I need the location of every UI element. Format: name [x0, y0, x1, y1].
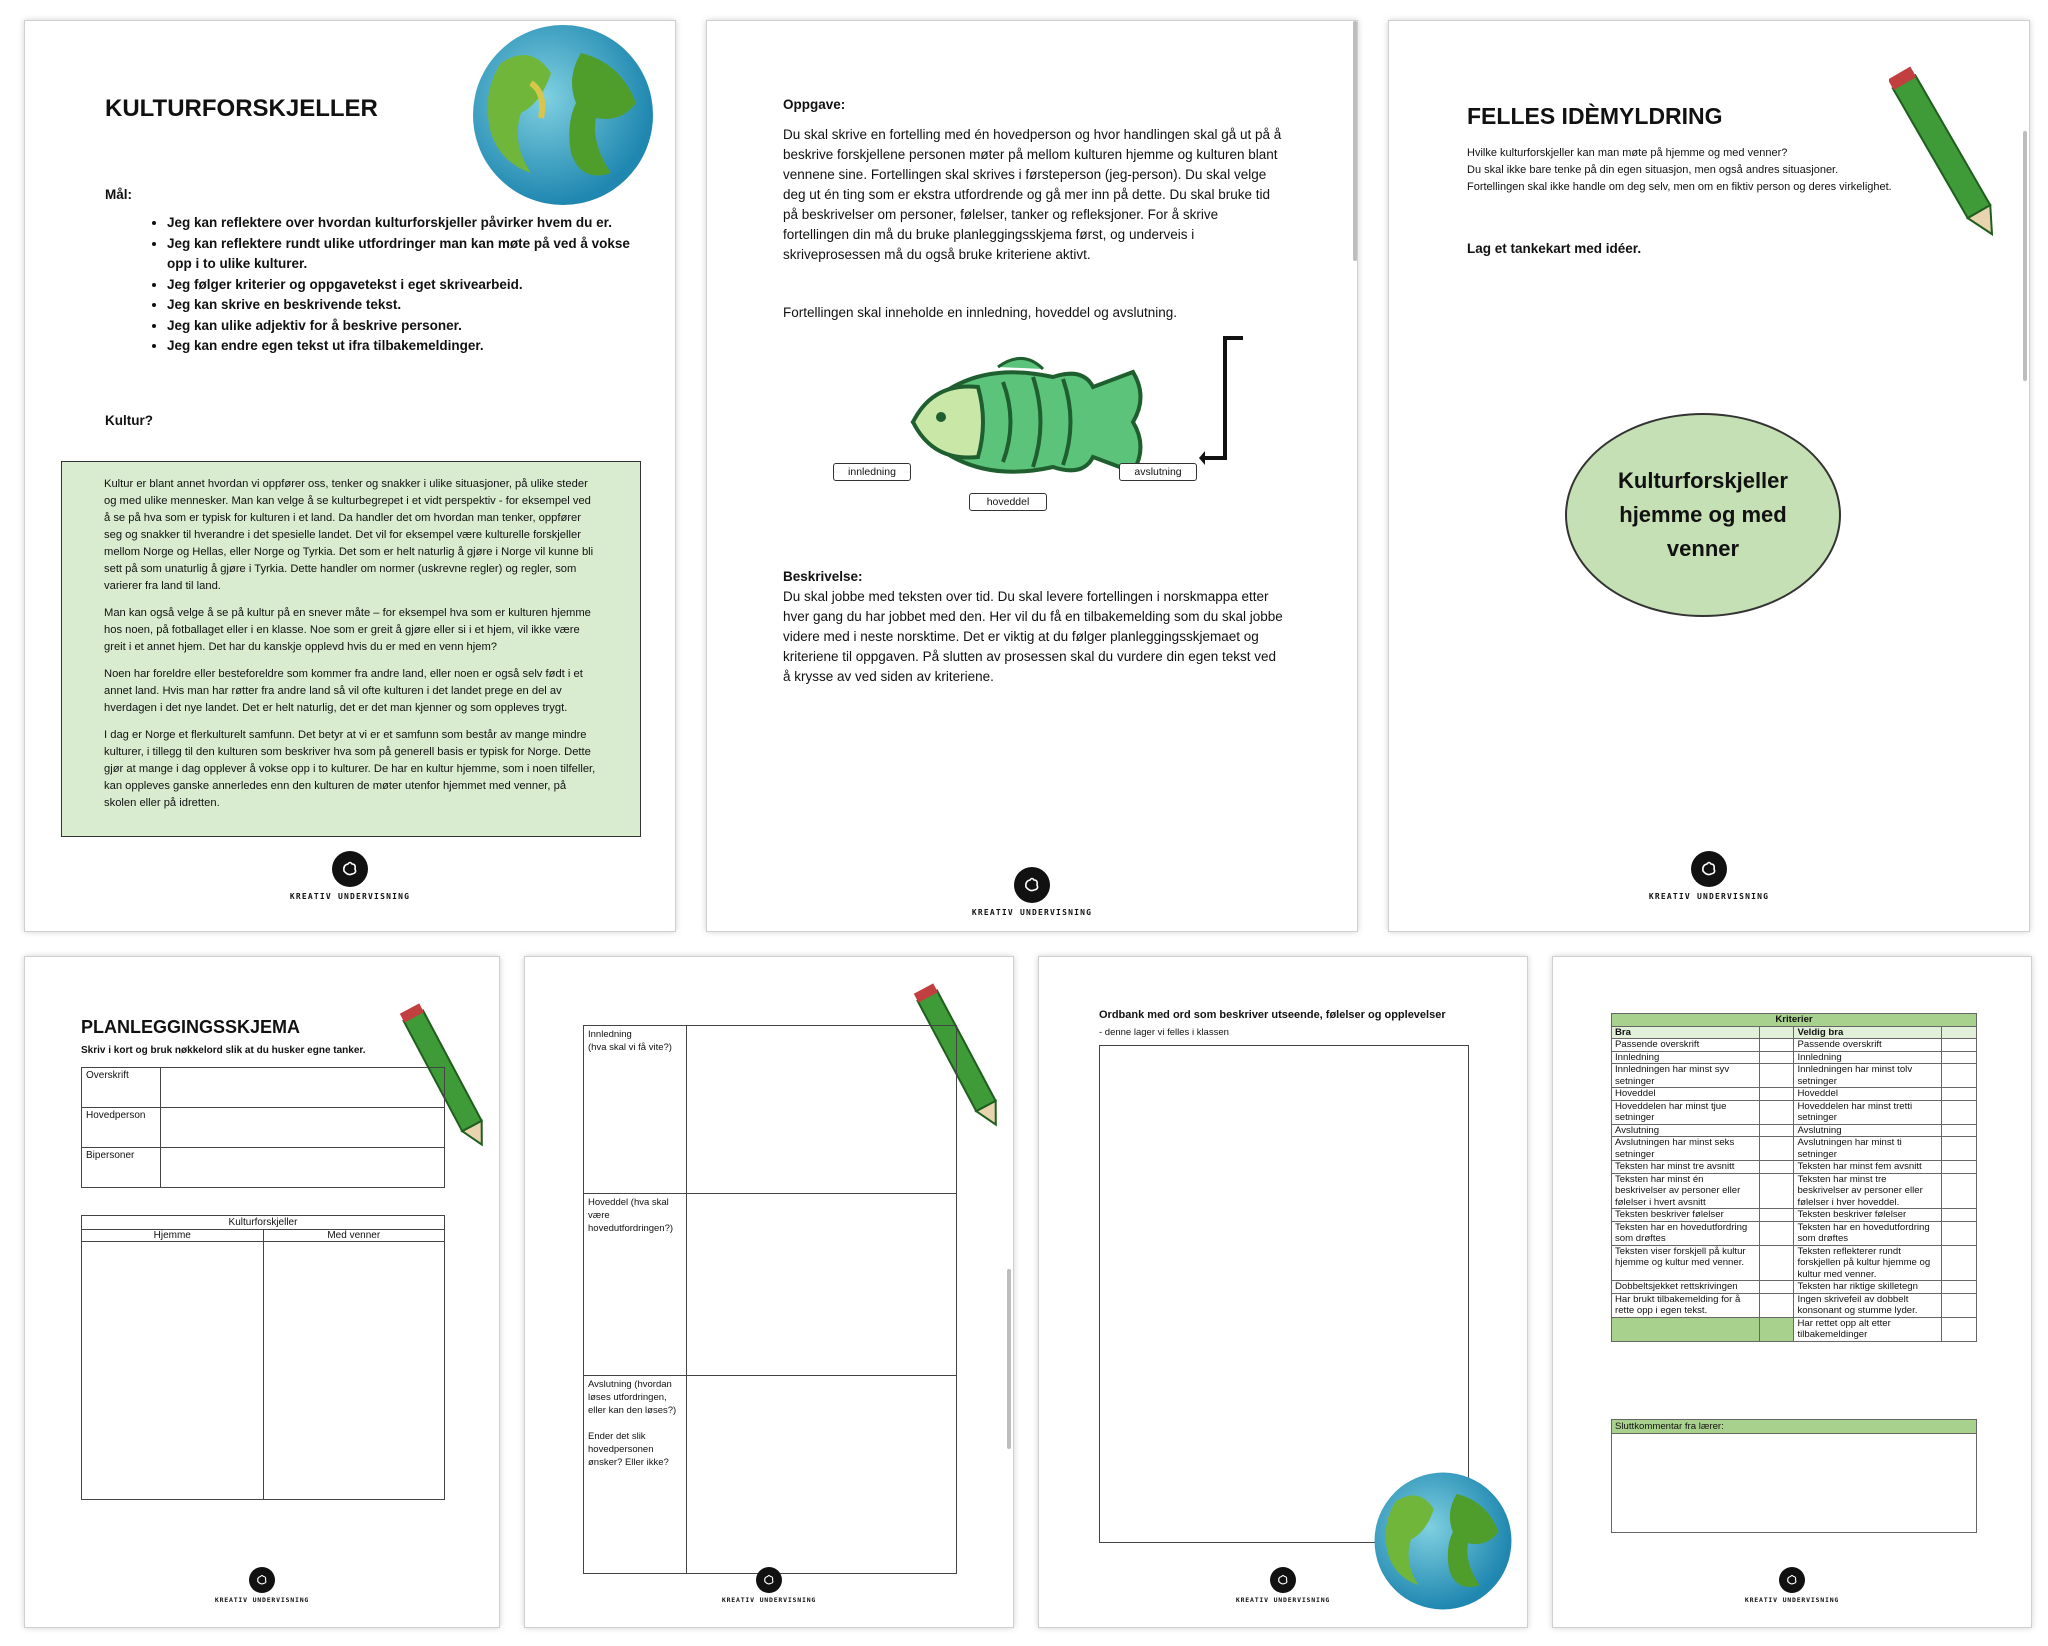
- criterion-good: Hoveddelen har minst tjue setninger: [1612, 1100, 1760, 1124]
- row-label: Bipersoner: [82, 1148, 161, 1188]
- goal-item: • Jeg kan skrive en beskrivende tekst.: [167, 295, 637, 316]
- row-label: Innledning (hva skal vi få vite?): [584, 1026, 687, 1194]
- checkbox-good[interactable]: [1759, 1088, 1794, 1101]
- checkbox-very-good[interactable]: [1942, 1124, 1977, 1137]
- brand-logo: [1742, 1567, 1842, 1604]
- criteria-row: [1612, 1064, 1977, 1088]
- criterion-good: Teksten har minst tre avsnitt: [1612, 1161, 1760, 1174]
- criteria-row: [1612, 1317, 1977, 1341]
- checkbox-very-good[interactable]: [1942, 1245, 1977, 1281]
- logo-icon: [1691, 851, 1727, 887]
- criteria-row: [1612, 1293, 1977, 1317]
- criterion-good: Teksten beskriver følelser: [1612, 1209, 1760, 1222]
- logo-icon: [1270, 1567, 1296, 1593]
- logo-icon: [332, 851, 368, 887]
- criteria-row: [1612, 1137, 1977, 1161]
- input-cell[interactable]: [263, 1242, 445, 1500]
- goal-item: • Jeg kan endre egen tekst ut ifra tilbakemeldinger.: [167, 336, 637, 357]
- goal-item: • Jeg kan ulike adjektiv for å beskrive personer.: [167, 316, 637, 337]
- checkbox-very-good[interactable]: [1942, 1221, 1977, 1245]
- input-cell[interactable]: [687, 1376, 957, 1574]
- structure-table: [583, 1025, 957, 1574]
- criterion-very-good: Ingen skrivefeil av dobbelt konsonant og stumme lyder.: [1794, 1293, 1942, 1317]
- structure-text: Fortellingen skal inneholde en innledning, hoveddel og avslutning.: [783, 305, 1178, 320]
- checkbox-good[interactable]: [1759, 1173, 1794, 1209]
- checkbox-good[interactable]: [1759, 1161, 1794, 1174]
- input-cell[interactable]: [687, 1194, 957, 1376]
- page-oppgave: [706, 20, 1358, 932]
- page-title: Ordbank med ord som beskriver utseende, følelser og opplevelser: [1099, 1009, 1446, 1021]
- intro-line: Du skal ikke bare tenke på din egen situasjon, men også andres situasjoner.: [1467, 164, 1839, 176]
- criteria-header: Kriterier: [1612, 1014, 1977, 1027]
- input-cell[interactable]: [161, 1148, 445, 1188]
- logo-icon: [756, 1567, 782, 1593]
- brand-name: KREATIV UNDERVISNING: [971, 908, 1093, 917]
- criterion-good: Teksten har minst én beskrivelser av personer eller følelser i hvert avsnitt: [1612, 1173, 1760, 1209]
- culture-diff-table: [81, 1215, 445, 1500]
- brand-name: KREATIV UNDERVISNING: [1235, 1596, 1331, 1604]
- checkbox-good[interactable]: [1759, 1293, 1794, 1317]
- criterion-very-good: Innledningen har minst tolv setninger: [1794, 1064, 1942, 1088]
- table-title: Kulturforskjeller: [82, 1216, 445, 1230]
- page-title: PLANLEGGINGSSKJEMA: [81, 1017, 301, 1037]
- criterion-good: Dobbeltsjekket rettskrivingen: [1612, 1281, 1760, 1294]
- brand-name: KREATIV UNDERVISNING: [289, 892, 411, 901]
- checkbox-good[interactable]: [1759, 1209, 1794, 1222]
- culture-paragraph: Man kan også velge å se på kultur på en snever måte – for eksempel hva som er kulturen hjemme hos noen, på fotballaget eller i en klasse. Noe som er greit å gjøre eller si i et hjem, vil ikke være greit i et annet hjem. Det har du kanskje opplevd hvis du er med en venn hjem?: [104, 607, 591, 653]
- input-cell[interactable]: [161, 1108, 445, 1148]
- criteria-row: [1612, 1039, 1977, 1052]
- criterion-good: Avslutning: [1612, 1124, 1760, 1137]
- page-ordbank: [1038, 956, 1528, 1628]
- logo-icon: [1014, 867, 1050, 903]
- brand-logo: [957, 867, 1107, 917]
- pencil-illustration: [1889, 51, 1999, 251]
- label-hoveddel: hoveddel: [969, 493, 1047, 511]
- label-avslutning: avslutning: [1119, 463, 1197, 481]
- col-home: Hjemme: [82, 1230, 264, 1242]
- planning-table: [81, 1067, 445, 1188]
- criterion-good: Innledningen har minst syv setninger: [1612, 1064, 1760, 1088]
- scrollbar[interactable]: [1353, 21, 1357, 261]
- row-label: Avslutning (hvordan løses utfordringen, eller kan den løses?) Ender det slik hovedpersonen ønsker? Eller ikke?: [584, 1376, 687, 1574]
- topic-bubble-text: Kulturforskjeller hjemme og med venner: [1618, 468, 1788, 561]
- desc-heading: Beskrivelse:: [783, 569, 863, 584]
- globe-illustration: [471, 23, 655, 207]
- checkbox-very-good[interactable]: [1942, 1088, 1977, 1101]
- intro-line: Fortellingen skal ikke handle om deg selv, men om en fiktiv person og deres virkelighet.: [1467, 181, 1892, 193]
- criterion-very-good: Teksten har riktige skilletegn: [1794, 1281, 1942, 1294]
- page-title: KULTURFORSKJELLER: [105, 95, 378, 122]
- criterion-good: Har brukt tilbakemelding for å rette opp i egen tekst.: [1612, 1293, 1760, 1317]
- checkbox-good[interactable]: [1759, 1124, 1794, 1137]
- checkbox-very-good[interactable]: [1942, 1317, 1977, 1341]
- criterion-very-good: Teksten har minst fem avsnitt: [1794, 1161, 1942, 1174]
- checkbox-good[interactable]: [1759, 1245, 1794, 1281]
- page-kriterier: [1552, 956, 2032, 1628]
- checkbox-good[interactable]: [1759, 1100, 1794, 1124]
- col-friends: Med venner: [263, 1230, 445, 1242]
- checkbox-very-good[interactable]: [1942, 1100, 1977, 1124]
- criterion-very-good: Teksten reflekterer rundt forskjellen på kultur hjemme og kultur med venner.: [1794, 1245, 1942, 1281]
- brand-name: KREATIV UNDERVISNING: [1744, 1596, 1840, 1604]
- criterion-good: Teksten har en hovedutfordring som drøftes: [1612, 1221, 1760, 1245]
- checkbox-very-good[interactable]: [1942, 1173, 1977, 1209]
- scrollbar[interactable]: [2023, 131, 2027, 381]
- criterion-very-good: Teksten har minst tre beskrivelser av personer eller følelser i hver hoveddel.: [1794, 1173, 1942, 1209]
- criterion-good: Teksten viser forskjell på kultur hjemme og kultur med venner.: [1612, 1245, 1760, 1281]
- checkbox-good[interactable]: [1759, 1317, 1794, 1341]
- comment-label: Sluttkommentar fra lærer:: [1612, 1420, 1976, 1434]
- page-title: FELLES IDÈMYLDRING: [1467, 103, 1723, 129]
- page-felles-idemyldring: [1388, 20, 2030, 932]
- row-label: Overskrift: [82, 1068, 161, 1108]
- input-cell[interactable]: [82, 1242, 264, 1500]
- criteria-row: [1612, 1124, 1977, 1137]
- criterion-very-good: Avslutning: [1794, 1124, 1942, 1137]
- criterion-good: Passende overskrift: [1612, 1039, 1760, 1052]
- checkbox-very-good[interactable]: [1942, 1051, 1977, 1064]
- culture-paragraph: Noen har foreldre eller besteforeldre som kommer fra andre land, eller noen er også selv født i et annet land. Hvis man har røtter fra andre land så vil ofte kulturen i det landet prege en del av hverdagen i det nye landet. Det er helt naturlig, det er det man kjenner og som oppleves trygt.: [104, 668, 583, 714]
- page-subtitle: - denne lager vi felles i klassen: [1099, 1027, 1229, 1038]
- goal-item: • Jeg kan reflektere rundt ulike utfordringer man kan møte på ved å vokse opp i to ulike kulturer.: [167, 234, 637, 275]
- brand-logo: [719, 1567, 819, 1604]
- checkbox-very-good[interactable]: [1942, 1281, 1977, 1294]
- criteria-row: [1612, 1100, 1977, 1124]
- page-subtitle: Skriv i kort og bruk nøkkelord slik at du husker egne tanker.: [81, 1045, 366, 1056]
- globe-illustration: [1373, 1471, 1513, 1611]
- criteria-row: [1612, 1221, 1977, 1245]
- checkbox-good[interactable]: [1759, 1051, 1794, 1064]
- checkbox-very-good[interactable]: [1942, 1137, 1977, 1161]
- checkbox-good[interactable]: [1759, 1064, 1794, 1088]
- culture-paragraph: I dag er Norge et flerkulturelt samfunn. Det betyr at vi er et samfunn som består av mange mindre kulturer, i tillegg til den kulturen som beskriver hva som på generell basis er typisk for Norge. Dette gjør at mange i dag opplever å vokse opp i to kulturer. De har en kultur hjemme, som i noen tilfeller, kan oppleves ganske annerledes enn den kulturen de møter utenfor hjemmet med venner, på skolen eller på idretten.: [104, 729, 596, 809]
- checkbox-very-good[interactable]: [1942, 1064, 1977, 1088]
- checkbox-good[interactable]: [1759, 1281, 1794, 1294]
- brand-logo: [212, 1567, 312, 1604]
- checkbox-very-good[interactable]: [1942, 1209, 1977, 1222]
- checkbox-good[interactable]: [1759, 1137, 1794, 1161]
- task-text: Du skal skrive en fortelling med én hovedperson og hvor handlingen skal gå ut på å beskrive forskjellene personen møter på mellom kulturen hjemme og kulturen blant vennene sine. Fortellingen skal skrives i førsteperson (jeg-person). Du skal velge deg ut én ting som er ekstra utfordrende og gå mer inn på dette. Du skal bruke tid på beskrivelser om personer, følelser, tanker og refleksjoner. For å skrive fortellingen din må du bruke planleggingsskjema først, og underveis i skriveprosessen må du også bruke kriteriene aktivt.: [783, 127, 1282, 262]
- bracket-arrow-icon: [1199, 333, 1251, 473]
- label-innledning: innledning: [833, 463, 911, 481]
- criteria-row: [1612, 1051, 1977, 1064]
- criterion-very-good: Passende overskrift: [1794, 1039, 1942, 1052]
- brand-name: KREATIV UNDERVISNING: [214, 1596, 310, 1604]
- criterion-good: Avslutningen har minst seks setninger: [1612, 1137, 1760, 1161]
- criterion-very-good: Innledning: [1794, 1051, 1942, 1064]
- goals-list: [145, 213, 637, 357]
- row-label: Hovedperson: [82, 1108, 161, 1148]
- goals-heading: Mål:: [105, 187, 132, 202]
- criterion-very-good: Teksten beskriver følelser: [1794, 1209, 1942, 1222]
- word-bank-box[interactable]: [1099, 1045, 1469, 1543]
- desc-text: Du skal jobbe med teksten over tid. Du skal levere fortellingen i norskmappa etter hver gang du har jobbet med den. Her vil du få en tilbakemelding som du skal jobbe videre med i neste norsktime. Det er viktig at du følger planleggingsskjemaet og kriteriene til oppgaven. På slutten av prosessen skal du vurdere din egen tekst ved å krysse av ved siden av kriteriene.: [783, 589, 1283, 684]
- task-heading: Oppgave:: [783, 97, 846, 112]
- logo-icon: [1779, 1567, 1805, 1593]
- goal-item: • Jeg følger kriterier og oppgavetekst i eget skrivearbeid.: [167, 275, 637, 296]
- criterion-good: [1612, 1317, 1760, 1341]
- checkbox-very-good[interactable]: [1942, 1161, 1977, 1174]
- checkbox-very-good[interactable]: [1942, 1039, 1977, 1052]
- brand-name: KREATIV UNDERVISNING: [1648, 892, 1770, 901]
- criteria-row: [1612, 1281, 1977, 1294]
- logo-icon: [249, 1567, 275, 1593]
- criterion-good: Hoveddel: [1612, 1088, 1760, 1101]
- input-cell[interactable]: [687, 1026, 957, 1194]
- input-cell[interactable]: [161, 1068, 445, 1108]
- checkbox-good[interactable]: [1759, 1221, 1794, 1245]
- page-structure-form: [524, 956, 1014, 1628]
- teacher-comment-box[interactable]: [1611, 1419, 1977, 1533]
- criterion-very-good: Hoveddel: [1794, 1088, 1942, 1101]
- brand-logo: [275, 851, 425, 901]
- topic-bubble: [1565, 413, 1841, 617]
- criteria-row: [1612, 1088, 1977, 1101]
- criterion-very-good: Avslutningen har minst ti setninger: [1794, 1137, 1942, 1161]
- col-good: Bra: [1612, 1026, 1760, 1039]
- culture-heading: Kultur?: [105, 413, 153, 428]
- page-kulturforskjeller: [24, 20, 676, 932]
- criteria-row: [1612, 1173, 1977, 1209]
- brand-logo: [1233, 1567, 1333, 1604]
- criterion-very-good: Teksten har en hovedutfordring som drøftes: [1794, 1221, 1942, 1245]
- criteria-row: [1612, 1209, 1977, 1222]
- col-very-good: Veldig bra: [1794, 1026, 1942, 1039]
- brand-logo: [1634, 851, 1784, 901]
- criteria-row: [1612, 1245, 1977, 1281]
- criterion-good: Innledning: [1612, 1051, 1760, 1064]
- brand-name: KREATIV UNDERVISNING: [721, 1596, 817, 1604]
- checkbox-very-good[interactable]: [1942, 1293, 1977, 1317]
- checkbox-good[interactable]: [1759, 1039, 1794, 1052]
- culture-text-box: [61, 461, 641, 837]
- criteria-row: [1612, 1161, 1977, 1174]
- criterion-very-good: Har rettet opp alt etter tilbakemeldinger: [1794, 1317, 1942, 1341]
- page-planleggingsskjema: [24, 956, 500, 1628]
- intro-line: Hvilke kulturforskjeller kan man møte på hjemme og med venner?: [1467, 147, 1788, 159]
- row-label: Hoveddel (hva skal være hovedutfordringen?): [584, 1194, 687, 1376]
- criterion-very-good: Hoveddelen har minst tretti setninger: [1794, 1100, 1942, 1124]
- goal-item: • Jeg kan reflektere over hvordan kulturforskjeller påvirker hvem du er.: [167, 213, 637, 234]
- instruction: Lag et tankekart med idéer.: [1467, 241, 1642, 256]
- scrollbar[interactable]: [1007, 1269, 1011, 1449]
- culture-paragraph: Kultur er blant annet hvordan vi oppfører oss, tenker og snakker i ulike situasjoner, på ulike steder og med ulike mennesker. Man kan velge å se kulturbegrepet i et vidt perspektiv - for eksempel ved å se på hva som er typisk for kulturen i et land. Da handler det om hvordan man tenker, oppfører seg og snakker til hverandre i det spesielle landet. Det vil for eksempel være kulturelle forskjeller mellom Norge og Hellas, eller Norge og Tyrkia. Det som er helt naturlig å gjøre i Norge vil kunne bli sett på som unaturlig å gjøre i Tyrkia. Dette handler om normer (uskrevne regler) og regler, som varierer fra land til land.: [104, 478, 594, 592]
- criteria-table: [1611, 1013, 1977, 1342]
